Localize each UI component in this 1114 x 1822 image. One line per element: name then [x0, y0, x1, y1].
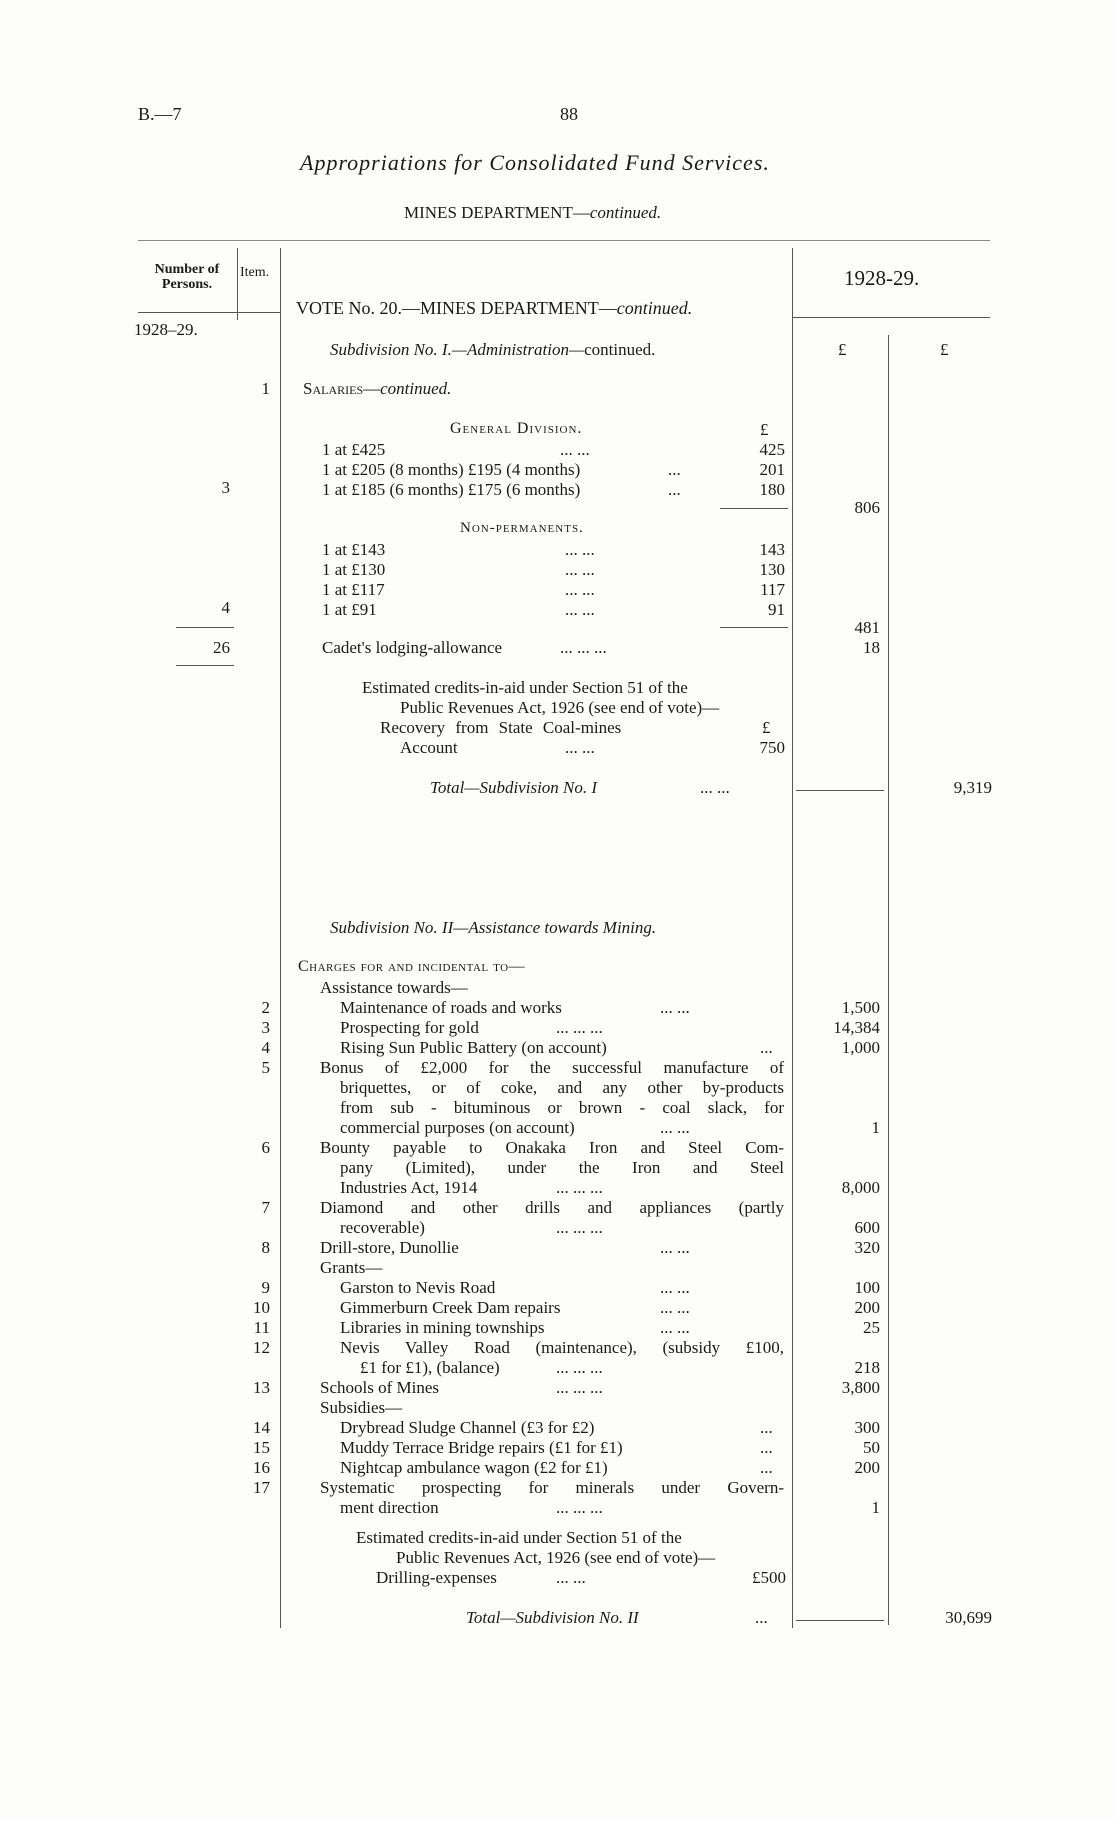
charge-amount: 1,000	[841, 1038, 880, 1057]
charge-item-text: Maintenance of roads and works	[340, 998, 562, 1017]
salary-amount: 143	[759, 540, 785, 559]
item-number: 9	[261, 1278, 270, 1297]
charge-item-text: from sub - bituminous or brown - coal slack, for	[340, 1098, 784, 1117]
item-number: 14	[253, 1418, 270, 1437]
charge-item-text: Drybread Sludge Channel (£3 for £2)	[340, 1418, 595, 1437]
drilling-expenses-dots: ... ...	[556, 1568, 586, 1587]
credits-in-aid-account-dots: ... ...	[565, 738, 595, 757]
department-name: MINES DEPARTMENT—	[404, 203, 590, 222]
leader-dots: ... ...	[565, 600, 595, 619]
charge-item-text: Bonus of £2,000 for the successful manufacture of	[320, 1058, 784, 1077]
salary-amount: 180	[759, 480, 785, 499]
pound-header-2: £	[940, 340, 949, 359]
cadet-allowance-label: Cadet's lodging-allowance	[322, 638, 503, 657]
credits-in-aid-pound: £	[762, 718, 771, 737]
subdivision-1-heading	[330, 340, 655, 360]
col-divider-item	[280, 248, 281, 1628]
general-division-total: 806	[854, 498, 880, 517]
general-division-pound: £	[760, 420, 769, 439]
salary-rate-label: 1 at £205 (8 months) £195 (4 months)	[322, 460, 581, 479]
credits-in-aid-line-2: Public Revenues Act, 1926 (see end of vote)—	[400, 698, 720, 717]
vote-suffix: continued.	[616, 298, 693, 318]
persons-subtotal-rule	[176, 627, 234, 628]
col-divider-total	[888, 335, 889, 1625]
item-number: 17	[253, 1478, 270, 1497]
charge-amount: 1,500	[841, 998, 880, 1017]
leader-dots: ... ...	[660, 998, 690, 1017]
item-header-rule	[238, 312, 280, 313]
credits-in-aid-line-1: Estimated credits-in-aid under Section 51 of the	[362, 678, 688, 697]
year-header-rule	[792, 317, 990, 318]
page-number: 88	[560, 104, 578, 124]
subdivision-2-total-rule	[796, 1620, 884, 1621]
drilling-credits-line-1: Estimated credits-in-aid under Section 51 of the	[356, 1528, 682, 1547]
leader-dots: ... ... ...	[556, 1218, 603, 1237]
charge-amount: 1	[871, 1118, 880, 1137]
persons-year-header: 1928–29.	[134, 320, 198, 339]
salary-amount: 201	[759, 460, 785, 479]
leader-dots: ... ... ...	[556, 1178, 603, 1197]
leader-dots: ... ...	[560, 440, 590, 459]
salary-rate-label: 1 at £143	[322, 540, 386, 559]
subdivision-1-total-dots: ... ...	[700, 778, 730, 797]
charge-item-text: Nevis Valley Road (maintenance), (subsidy £100,	[340, 1338, 784, 1357]
charge-amount: 200	[854, 1458, 880, 1477]
charge-item-text: Diamond and other drills and appliances (partly	[320, 1198, 784, 1217]
drilling-expenses-label: Drilling-expenses	[376, 1568, 497, 1587]
item-header: Item.	[240, 265, 270, 280]
leader-dots: ... ... ...	[556, 1018, 603, 1037]
leader-dots: ... ...	[565, 580, 595, 599]
charge-item-text: Nightcap ambulance wagon (£2 for £1)	[340, 1458, 608, 1477]
leader-dots: ... ...	[660, 1298, 690, 1317]
department-heading	[404, 203, 661, 223]
charge-item-text: Muddy Terrace Bridge repairs (£1 for £1)	[340, 1438, 623, 1457]
leader-dots: ... ... ...	[556, 1378, 603, 1397]
credits-in-aid-account-label: Account	[400, 738, 458, 757]
col-divider-amount	[792, 248, 793, 1628]
charge-amount: 600	[854, 1218, 880, 1237]
subdivision-1-suffix: continued.	[584, 340, 656, 359]
number-of-persons-header: Number of Persons.	[154, 262, 220, 292]
charge-amount: 8,000	[841, 1178, 880, 1197]
subdivision-1-total-value: 9,319	[953, 778, 992, 797]
assistance-heading: Assistance towards—	[320, 978, 468, 997]
charge-item-text: Gimmerburn Creek Dam repairs	[340, 1298, 561, 1317]
cadet-allowance-value: 18	[863, 638, 880, 657]
charge-item-text: Bounty payable to Onakaka Iron and Steel Com-	[320, 1138, 784, 1157]
salaries-heading	[303, 379, 451, 399]
item-number: 3	[261, 1018, 270, 1037]
item-number: 2	[261, 998, 270, 1017]
charge-item-text: Rising Sun Public Battery (on account)	[340, 1038, 607, 1057]
leader-dots: ...	[668, 480, 681, 499]
leader-dots: ...	[760, 1438, 773, 1457]
leader-dots: ...	[760, 1418, 773, 1437]
charge-amount: 100	[854, 1278, 880, 1297]
salary-rate-label: 1 at £117	[322, 580, 385, 599]
charge-item-text: pany (Limited), under the Iron and Steel	[340, 1158, 784, 1177]
item-number: 13	[253, 1378, 270, 1397]
year-header: 1928-29.	[844, 266, 920, 290]
credits-in-aid-line-3: Recovery from State Coal-mines	[380, 718, 622, 737]
salary-rate-label: 1 at £91	[322, 600, 377, 619]
item-number: 4	[261, 1038, 270, 1057]
department-suffix: continued.	[589, 203, 662, 222]
charge-item-text: Grants—	[320, 1258, 383, 1277]
non-permanents-persons: 4	[221, 598, 230, 617]
charge-item-text: Prospecting for gold	[340, 1018, 479, 1037]
item-number: 12	[253, 1338, 270, 1357]
leader-dots: ... ...	[660, 1118, 690, 1137]
charge-item-text: Garston to Nevis Road	[340, 1278, 496, 1297]
charge-amount: 1	[871, 1498, 880, 1517]
item-number: 11	[253, 1318, 270, 1337]
salary-amount: 91	[768, 600, 785, 619]
subdivision-1-total-rule	[796, 790, 884, 791]
item-number: 6	[261, 1138, 270, 1157]
charge-item-text: Schools of Mines	[320, 1378, 439, 1397]
total-persons: 26	[213, 638, 230, 657]
charge-item-text: Systematic prospecting for minerals under Govern-	[320, 1478, 784, 1497]
non-permanents-total: 481	[854, 618, 880, 637]
charge-amount: 50	[863, 1438, 880, 1457]
subdivision-1-name: Subdivision No. I.—Administration—	[330, 340, 585, 359]
salaries-label: Salaries—	[303, 379, 381, 398]
drilling-expenses-value: £500	[752, 1568, 786, 1587]
leader-dots: ...	[760, 1458, 773, 1477]
total-persons-rule	[176, 665, 234, 666]
vote-name: VOTE No. 20.—MINES DEPARTMENT—	[296, 298, 617, 318]
salary-rate-label: 1 at £425	[322, 440, 386, 459]
charge-item-text: ment direction	[340, 1498, 439, 1517]
pound-header-1: £	[838, 340, 847, 359]
credits-in-aid-account-value: 750	[759, 738, 785, 757]
cadet-allowance-dots: ... ... ...	[560, 638, 607, 657]
general-division-persons: 3	[221, 478, 230, 497]
charge-amount: 218	[854, 1358, 880, 1377]
item-number: 8	[261, 1238, 270, 1257]
leader-dots: ... ...	[565, 560, 595, 579]
document-reference: B.—7	[138, 104, 182, 124]
leader-dots: ... ...	[660, 1318, 690, 1337]
salary-rate-label: 1 at £185 (6 months) £175 (6 months)	[322, 480, 581, 499]
subdivision-2-total-dots: ...	[755, 1608, 768, 1627]
non-permanents-heading: Non-permanents.	[460, 520, 584, 536]
charge-amount: 320	[854, 1238, 880, 1257]
salaries-suffix: continued.	[380, 379, 452, 398]
salary-amount: 117	[760, 580, 785, 599]
charge-item-text: Drill-store, Dunollie	[320, 1238, 459, 1257]
charge-amount: 25	[863, 1318, 880, 1337]
subdivision-2-total-label: Total—Subdivision No. II	[466, 1608, 639, 1627]
item-number: 15	[253, 1438, 270, 1457]
item-number: 5	[261, 1058, 270, 1077]
col-divider-persons	[237, 248, 238, 320]
persons-header-rule	[138, 312, 238, 313]
charge-item-text: Subsidies—	[320, 1398, 403, 1417]
leader-dots: ...	[668, 460, 681, 479]
leader-dots: ... ...	[660, 1278, 690, 1297]
charge-item-text: Libraries in mining townships	[340, 1318, 545, 1337]
charge-item-text: recoverable)	[340, 1218, 425, 1237]
non-permanents-subtotal-rule	[720, 627, 788, 628]
leader-dots: ...	[760, 1038, 773, 1057]
leader-dots: ... ...	[565, 540, 595, 559]
salary-amount: 425	[759, 440, 785, 459]
item-number: 10	[253, 1298, 270, 1317]
salary-rate-label: 1 at £130	[322, 560, 386, 579]
charge-amount: 200	[854, 1298, 880, 1317]
leader-dots: ... ... ...	[556, 1498, 603, 1517]
charge-amount: 14,384	[833, 1018, 880, 1037]
charge-amount: 300	[854, 1418, 880, 1437]
drilling-credits-line-2: Public Revenues Act, 1926 (see end of vote)—	[396, 1548, 716, 1567]
subdivision-2-heading: Subdivision No. II—Assistance towards Mining.	[330, 918, 657, 937]
charge-item-text: commercial purposes (on account)	[340, 1118, 575, 1137]
subdivision-1-total-label: Total—Subdivision No. I	[430, 778, 598, 797]
general-division-heading: General Division.	[450, 420, 583, 437]
charge-amount: 3,800	[841, 1378, 880, 1397]
charges-heading: Charges for and incidental to—	[298, 958, 526, 975]
charge-item-text: £1 for £1), (balance)	[360, 1358, 500, 1377]
top-rule	[138, 240, 990, 241]
leader-dots: ... ... ...	[556, 1358, 603, 1377]
charge-item-text: briquettes, or of coke, and any other by-products	[340, 1078, 784, 1097]
item-number: 16	[253, 1458, 270, 1477]
item-number: 7	[261, 1198, 270, 1217]
leader-dots: ... ...	[660, 1238, 690, 1257]
charge-item-text: Industries Act, 1914	[340, 1178, 478, 1197]
vote-title	[296, 298, 692, 319]
item-number: 1	[261, 379, 270, 398]
salary-amount: 130	[759, 560, 785, 579]
subdivision-2-total-value: 30,699	[945, 1608, 992, 1627]
page-title: Appropriations for Consolidated Fund Services.	[300, 150, 770, 175]
general-division-subtotal-rule	[720, 508, 788, 509]
